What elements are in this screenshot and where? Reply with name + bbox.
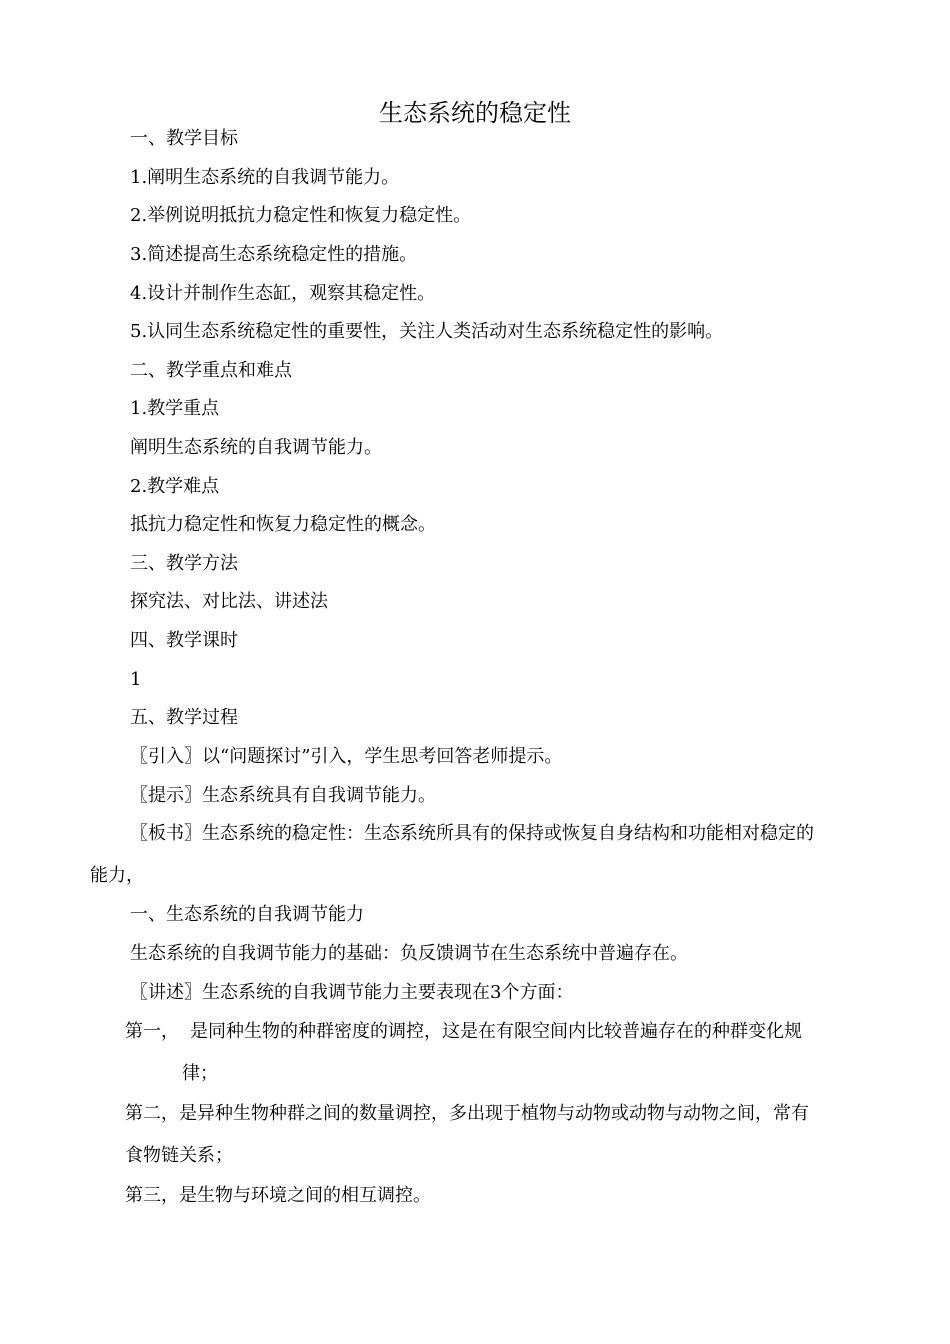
paragraph: 探究法、对比法、讲述法 [130, 591, 328, 612]
list-item-continuation: 律； [182, 1063, 218, 1084]
section-heading-methods: 三、教学方法 [130, 553, 238, 574]
paragraph: 1 [130, 669, 142, 690]
objective-item: 4.设计并制作生态缸，观察其稳定性。 [130, 283, 436, 304]
paragraph: 〖板书〗生态系统的稳定性：生态系统所具有的保持或恢复自身结构和功能相对稳定的 [130, 823, 814, 844]
section-heading-periods: 四、教学课时 [130, 630, 238, 651]
subheading-difficulty: 2.教学难点 [130, 476, 220, 497]
list-item-continuation: 食物链关系； [125, 1145, 233, 1166]
paragraph: 生态系统的自我调节能力的基础：负反馈调节在生态系统中普遍存在。 [130, 943, 688, 964]
document-title: 生态系统的稳定性 [379, 99, 571, 127]
paragraph: 〖提示〗生态系统具有自我调节能力。 [130, 785, 436, 806]
list-item-text: 是同种生物的种群密度的调控，这是在有限空间内比较普遍存在的种群变化规 [190, 1021, 802, 1042]
subsection-heading: 一、生态系统的自我调节能力 [130, 904, 364, 925]
paragraph: 〖引入〗以“问题探讨”引入，学生思考回答老师提示。 [130, 746, 563, 767]
subheading-key-point: 1.教学重点 [130, 398, 220, 419]
section-heading-process: 五、教学过程 [130, 707, 238, 728]
section-heading-key-points: 二、教学重点和难点 [130, 360, 292, 381]
objective-item: 3.简述提高生态系统稳定性的措施。 [130, 244, 418, 265]
list-item-text: 第三，是生物与环境之间的相互调控。 [125, 1185, 431, 1206]
section-heading-objectives: 一、教学目标 [130, 128, 238, 149]
objective-item: 1.阐明生态系统的自我调节能力。 [130, 167, 400, 188]
paragraph: 阐明生态系统的自我调节能力。 [130, 437, 382, 458]
paragraph: 〖讲述〗生态系统的自我调节能力主要表现在3个方面： [130, 982, 574, 1003]
list-item-text: 第二，是异种生物种群之间的数量调控，多出现于植物与动物或动物与动物之间，常有 [125, 1103, 809, 1124]
objective-item: 2.举例说明抵抗力稳定性和恢复力稳定性。 [130, 205, 472, 226]
paragraph: 抵抗力稳定性和恢复力稳定性的概念。 [130, 514, 436, 535]
list-item-label: 第一， [125, 1021, 179, 1042]
objective-item: 5.认同生态系统稳定性的重要性，关注人类活动对生态系统稳定性的影响。 [130, 321, 724, 342]
paragraph-continuation: 能力， [90, 865, 144, 886]
